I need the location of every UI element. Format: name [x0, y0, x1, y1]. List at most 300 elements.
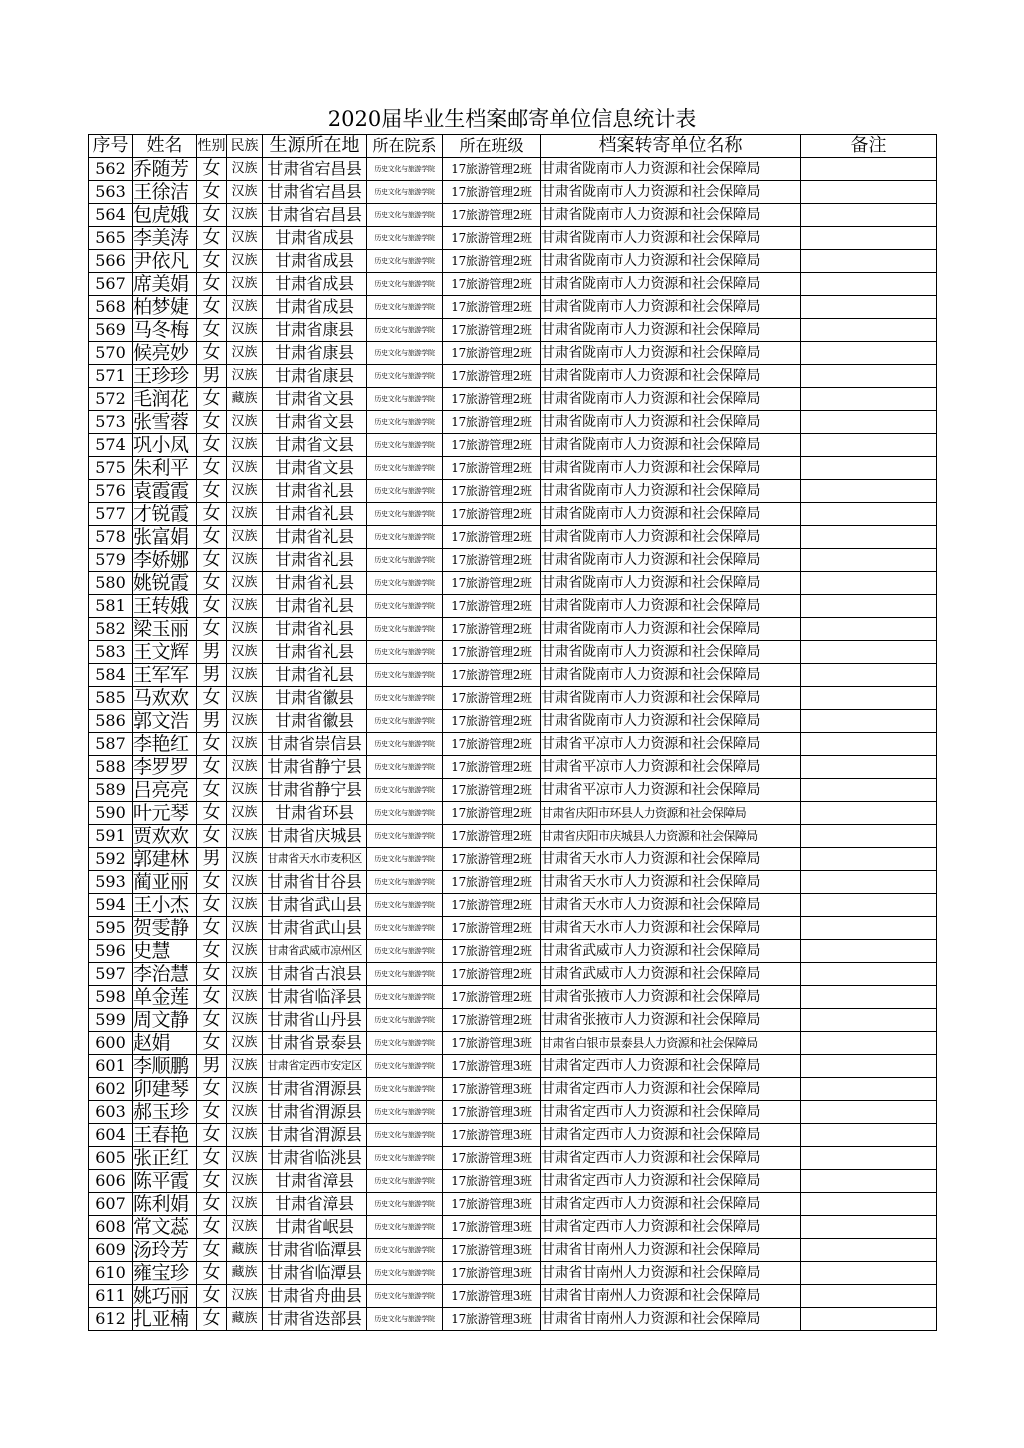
- cell-class: 17旅游管理3班: [443, 1262, 541, 1285]
- cell-name: 李治慧: [133, 963, 197, 986]
- cell-sex: 女: [197, 342, 227, 365]
- cell-class: 17旅游管理2班: [443, 434, 541, 457]
- cell-ethnicity: 汉族: [227, 1147, 263, 1170]
- cell-origin: 甘肃省文县: [263, 411, 367, 434]
- table-row: [89, 1032, 937, 1055]
- cell-note: [801, 664, 937, 687]
- cell-sex: 女: [197, 1285, 227, 1308]
- table-row: [89, 503, 937, 526]
- cell-unit: 甘肃省陇南市人力资源和社会保障局: [541, 434, 801, 457]
- cell-unit: 甘肃省定西市人力资源和社会保障局: [541, 1216, 801, 1239]
- table-row: [89, 779, 937, 802]
- cell-ethnicity: 汉族: [227, 1009, 263, 1032]
- cell-no: 593: [89, 871, 133, 894]
- cell-origin: 甘肃省崇信县: [263, 733, 367, 756]
- cell-ethnicity: 汉族: [227, 963, 263, 986]
- cell-note: [801, 825, 937, 848]
- cell-class: 17旅游管理3班: [443, 1147, 541, 1170]
- cell-class: 17旅游管理3班: [443, 1032, 541, 1055]
- table-row: [89, 618, 937, 641]
- table-row: [89, 940, 937, 963]
- cell-no: 584: [89, 664, 133, 687]
- cell-name: 席美娟: [133, 273, 197, 296]
- cell-note: [801, 756, 937, 779]
- cell-class: 17旅游管理2班: [443, 986, 541, 1009]
- cell-dept: 历史文化与旅游学院: [367, 1308, 443, 1331]
- cell-unit: 甘肃省陇南市人力资源和社会保障局: [541, 227, 801, 250]
- cell-sex: 女: [197, 1170, 227, 1193]
- cell-name: 叶元琴: [133, 802, 197, 825]
- table-row: [89, 204, 937, 227]
- cell-no: 608: [89, 1216, 133, 1239]
- cell-name: 李娇娜: [133, 549, 197, 572]
- cell-note: [801, 319, 937, 342]
- table-row: [89, 1101, 937, 1124]
- cell-unit: 甘肃省陇南市人力资源和社会保障局: [541, 319, 801, 342]
- table-row: [89, 1285, 937, 1308]
- cell-unit: 甘肃省天水市人力资源和社会保障局: [541, 848, 801, 871]
- cell-dept: 历史文化与旅游学院: [367, 1216, 443, 1239]
- cell-origin: 甘肃省古浪县: [263, 963, 367, 986]
- cell-sex: 女: [197, 618, 227, 641]
- cell-ethnicity: 汉族: [227, 250, 263, 273]
- cell-sex: 女: [197, 1216, 227, 1239]
- cell-ethnicity: 汉族: [227, 986, 263, 1009]
- cell-no: 568: [89, 296, 133, 319]
- cell-ethnicity: 汉族: [227, 917, 263, 940]
- cell-ethnicity: 汉族: [227, 227, 263, 250]
- cell-sex: 女: [197, 917, 227, 940]
- cell-no: 605: [89, 1147, 133, 1170]
- cell-dept: 历史文化与旅游学院: [367, 1147, 443, 1170]
- cell-origin: 甘肃省临潭县: [263, 1262, 367, 1285]
- cell-no: 569: [89, 319, 133, 342]
- cell-name: 张正红: [133, 1147, 197, 1170]
- cell-dept: 历史文化与旅游学院: [367, 595, 443, 618]
- cell-unit: 甘肃省陇南市人力资源和社会保障局: [541, 526, 801, 549]
- cell-no: 601: [89, 1055, 133, 1078]
- cell-class: 17旅游管理2班: [443, 342, 541, 365]
- cell-origin: 甘肃省成县: [263, 273, 367, 296]
- cell-origin: 甘肃省成县: [263, 227, 367, 250]
- cell-name: 王小杰: [133, 894, 197, 917]
- table-row: [89, 687, 937, 710]
- sheet-title: 2020届毕业生档案邮寄单位信息统计表: [327, 107, 697, 131]
- cell-name: 尹依凡: [133, 250, 197, 273]
- cell-name: 贺雯静: [133, 917, 197, 940]
- table-row: [89, 664, 937, 687]
- cell-class: 17旅游管理2班: [443, 802, 541, 825]
- table-row: [89, 756, 937, 779]
- cell-sex: 女: [197, 1147, 227, 1170]
- cell-origin: 甘肃省礼县: [263, 595, 367, 618]
- cell-dept: 历史文化与旅游学院: [367, 1262, 443, 1285]
- cell-no: 595: [89, 917, 133, 940]
- cell-ethnicity: 汉族: [227, 802, 263, 825]
- cell-class: 17旅游管理2班: [443, 756, 541, 779]
- cell-note: [801, 388, 937, 411]
- cell-origin: 甘肃省康县: [263, 342, 367, 365]
- cell-sex: 女: [197, 779, 227, 802]
- cell-ethnicity: 汉族: [227, 296, 263, 319]
- cell-dept: 历史文化与旅游学院: [367, 457, 443, 480]
- cell-sex: 男: [197, 664, 227, 687]
- cell-no: 597: [89, 963, 133, 986]
- cell-class: 17旅游管理3班: [443, 1216, 541, 1239]
- cell-no: 575: [89, 457, 133, 480]
- cell-sex: 女: [197, 733, 227, 756]
- cell-sex: 女: [197, 319, 227, 342]
- cell-dept: 历史文化与旅游学院: [367, 802, 443, 825]
- cell-dept: 历史文化与旅游学院: [367, 779, 443, 802]
- cell-class: 17旅游管理2班: [443, 687, 541, 710]
- cell-class: 17旅游管理3班: [443, 1308, 541, 1331]
- cell-dept: 历史文化与旅游学院: [367, 250, 443, 273]
- cell-no: 574: [89, 434, 133, 457]
- cell-dept: 历史文化与旅游学院: [367, 733, 443, 756]
- cell-origin: 甘肃省礼县: [263, 526, 367, 549]
- cell-unit: 甘肃省陇南市人力资源和社会保障局: [541, 572, 801, 595]
- cell-note: [801, 1262, 937, 1285]
- cell-note: [801, 894, 937, 917]
- cell-note: [801, 1193, 937, 1216]
- header-no: 序号: [89, 135, 133, 158]
- cell-ethnicity: 汉族: [227, 1285, 263, 1308]
- cell-note: [801, 503, 937, 526]
- cell-name: 李美涛: [133, 227, 197, 250]
- cell-name: 马欢欢: [133, 687, 197, 710]
- cell-ethnicity: 汉族: [227, 526, 263, 549]
- cell-unit: 甘肃省甘南州人力资源和社会保障局: [541, 1239, 801, 1262]
- cell-no: 585: [89, 687, 133, 710]
- cell-sex: 女: [197, 595, 227, 618]
- cell-class: 17旅游管理2班: [443, 917, 541, 940]
- cell-name: 候亮妙: [133, 342, 197, 365]
- cell-unit: 甘肃省张掖市人力资源和社会保障局: [541, 986, 801, 1009]
- cell-note: [801, 434, 937, 457]
- cell-class: 17旅游管理2班: [443, 572, 541, 595]
- archive-table: [88, 134, 937, 1331]
- cell-unit: 甘肃省陇南市人力资源和社会保障局: [541, 503, 801, 526]
- cell-origin: 甘肃省天水市麦积区: [263, 848, 367, 871]
- cell-name: 巩小凤: [133, 434, 197, 457]
- cell-no: 607: [89, 1193, 133, 1216]
- cell-name: 姚巧丽: [133, 1285, 197, 1308]
- cell-name: 贾欢欢: [133, 825, 197, 848]
- cell-ethnicity: 汉族: [227, 273, 263, 296]
- cell-origin: 甘肃省临潭县: [263, 1239, 367, 1262]
- table-row: [89, 388, 937, 411]
- cell-class: 17旅游管理3班: [443, 1193, 541, 1216]
- cell-dept: 历史文化与旅游学院: [367, 710, 443, 733]
- cell-class: 17旅游管理2班: [443, 319, 541, 342]
- cell-dept: 历史文化与旅游学院: [367, 756, 443, 779]
- cell-name: 包虎娥: [133, 204, 197, 227]
- table-row: [89, 917, 937, 940]
- cell-name: 袁霞霞: [133, 480, 197, 503]
- cell-unit: 甘肃省陇南市人力资源和社会保障局: [541, 687, 801, 710]
- cell-sex: 女: [197, 1124, 227, 1147]
- header-dept: 所在院系: [367, 135, 443, 158]
- cell-no: 576: [89, 480, 133, 503]
- header-class: 所在班级: [443, 135, 541, 158]
- cell-name: 常文蕊: [133, 1216, 197, 1239]
- cell-note: [801, 227, 937, 250]
- table-row: [89, 411, 937, 434]
- cell-unit: 甘肃省庆阳市庆城县人力资源和社会保障局: [541, 825, 801, 848]
- cell-ethnicity: 藏族: [227, 1308, 263, 1331]
- cell-no: 566: [89, 250, 133, 273]
- cell-origin: 甘肃省宕昌县: [263, 158, 367, 181]
- table-row: [89, 1239, 937, 1262]
- cell-note: [801, 710, 937, 733]
- cell-note: [801, 1124, 937, 1147]
- cell-sex: 男: [197, 710, 227, 733]
- cell-name: 李顺鹏: [133, 1055, 197, 1078]
- header-note: 备注: [801, 135, 937, 158]
- cell-sex: 男: [197, 365, 227, 388]
- cell-dept: 历史文化与旅游学院: [367, 1078, 443, 1101]
- cell-ethnicity: 汉族: [227, 687, 263, 710]
- cell-name: 陈平霞: [133, 1170, 197, 1193]
- table-row: [89, 1262, 937, 1285]
- cell-no: 596: [89, 940, 133, 963]
- cell-class: 17旅游管理2班: [443, 963, 541, 986]
- cell-class: 17旅游管理2班: [443, 618, 541, 641]
- cell-sex: 女: [197, 549, 227, 572]
- cell-no: 598: [89, 986, 133, 1009]
- cell-origin: 甘肃省岷县: [263, 1216, 367, 1239]
- cell-name: 郭建林: [133, 848, 197, 871]
- cell-sex: 女: [197, 227, 227, 250]
- cell-origin: 甘肃省文县: [263, 388, 367, 411]
- header-origin: 生源所在地: [263, 135, 367, 158]
- cell-ethnicity: 藏族: [227, 1262, 263, 1285]
- cell-unit: 甘肃省天水市人力资源和社会保障局: [541, 894, 801, 917]
- cell-unit: 甘肃省陇南市人力资源和社会保障局: [541, 158, 801, 181]
- cell-class: 17旅游管理2班: [443, 733, 541, 756]
- cell-note: [801, 595, 937, 618]
- cell-name: 王文辉: [133, 641, 197, 664]
- cell-no: 606: [89, 1170, 133, 1193]
- header-sex: 性别: [197, 135, 227, 158]
- cell-note: [801, 1216, 937, 1239]
- table-row: [89, 848, 937, 871]
- cell-sex: 女: [197, 802, 227, 825]
- cell-ethnicity: 汉族: [227, 940, 263, 963]
- cell-name: 蔺亚丽: [133, 871, 197, 894]
- cell-no: 609: [89, 1239, 133, 1262]
- cell-note: [801, 940, 937, 963]
- cell-unit: 甘肃省陇南市人力资源和社会保障局: [541, 480, 801, 503]
- cell-note: [801, 572, 937, 595]
- cell-sex: 女: [197, 411, 227, 434]
- table-row: [89, 319, 937, 342]
- table-row: [89, 1216, 937, 1239]
- cell-origin: 甘肃省武山县: [263, 894, 367, 917]
- cell-origin: 甘肃省文县: [263, 457, 367, 480]
- cell-name: 李艳红: [133, 733, 197, 756]
- cell-class: 17旅游管理2班: [443, 227, 541, 250]
- cell-sex: 女: [197, 963, 227, 986]
- cell-ethnicity: 汉族: [227, 572, 263, 595]
- cell-sex: 女: [197, 250, 227, 273]
- cell-unit: 甘肃省陇南市人力资源和社会保障局: [541, 549, 801, 572]
- cell-sex: 女: [197, 388, 227, 411]
- cell-dept: 历史文化与旅游学院: [367, 549, 443, 572]
- cell-class: 17旅游管理3班: [443, 1055, 541, 1078]
- cell-ethnicity: 汉族: [227, 1193, 263, 1216]
- cell-unit: 甘肃省陇南市人力资源和社会保障局: [541, 595, 801, 618]
- table-row: [89, 250, 937, 273]
- cell-class: 17旅游管理2班: [443, 204, 541, 227]
- table-row: [89, 802, 937, 825]
- cell-ethnicity: 汉族: [227, 1032, 263, 1055]
- cell-unit: 甘肃省陇南市人力资源和社会保障局: [541, 204, 801, 227]
- cell-name: 郭文浩: [133, 710, 197, 733]
- cell-unit: 甘肃省定西市人力资源和社会保障局: [541, 1124, 801, 1147]
- header-row: [89, 135, 937, 158]
- cell-dept: 历史文化与旅游学院: [367, 411, 443, 434]
- cell-origin: 甘肃省临洮县: [263, 1147, 367, 1170]
- cell-class: 17旅游管理2班: [443, 664, 541, 687]
- cell-name: 王军军: [133, 664, 197, 687]
- cell-unit: 甘肃省武威市人力资源和社会保障局: [541, 940, 801, 963]
- cell-origin: 甘肃省山丹县: [263, 1009, 367, 1032]
- cell-no: 587: [89, 733, 133, 756]
- cell-ethnicity: 汉族: [227, 204, 263, 227]
- cell-sex: 女: [197, 1101, 227, 1124]
- header-unit: 档案转寄单位名称: [541, 135, 801, 158]
- cell-sex: 女: [197, 986, 227, 1009]
- cell-name: 王徐洁: [133, 181, 197, 204]
- cell-origin: 甘肃省临泽县: [263, 986, 367, 1009]
- cell-note: [801, 618, 937, 641]
- cell-class: 17旅游管理2班: [443, 388, 541, 411]
- cell-ethnicity: 汉族: [227, 1101, 263, 1124]
- cell-unit: 甘肃省天水市人力资源和社会保障局: [541, 917, 801, 940]
- cell-no: 571: [89, 365, 133, 388]
- cell-no: 594: [89, 894, 133, 917]
- cell-ethnicity: 汉族: [227, 1078, 263, 1101]
- cell-dept: 历史文化与旅游学院: [367, 572, 443, 595]
- cell-ethnicity: 汉族: [227, 549, 263, 572]
- cell-sex: 女: [197, 1032, 227, 1055]
- cell-sex: 女: [197, 871, 227, 894]
- cell-dept: 历史文化与旅游学院: [367, 825, 443, 848]
- cell-sex: 女: [197, 1078, 227, 1101]
- table-row: [89, 1124, 937, 1147]
- cell-name: 郝玉珍: [133, 1101, 197, 1124]
- cell-note: [801, 158, 937, 181]
- table-row: [89, 227, 937, 250]
- cell-sex: 女: [197, 1262, 227, 1285]
- cell-no: 567: [89, 273, 133, 296]
- cell-class: 17旅游管理2班: [443, 296, 541, 319]
- cell-dept: 历史文化与旅游学院: [367, 641, 443, 664]
- cell-dept: 历史文化与旅游学院: [367, 1101, 443, 1124]
- cell-dept: 历史文化与旅游学院: [367, 273, 443, 296]
- cell-ethnicity: 汉族: [227, 181, 263, 204]
- cell-unit: 甘肃省陇南市人力资源和社会保障局: [541, 296, 801, 319]
- cell-ethnicity: 汉族: [227, 503, 263, 526]
- cell-ethnicity: 汉族: [227, 411, 263, 434]
- cell-note: [801, 1078, 937, 1101]
- cell-note: [801, 1032, 937, 1055]
- cell-ethnicity: 汉族: [227, 434, 263, 457]
- cell-dept: 历史文化与旅游学院: [367, 181, 443, 204]
- cell-no: 573: [89, 411, 133, 434]
- cell-no: 591: [89, 825, 133, 848]
- table-row: [89, 733, 937, 756]
- cell-origin: 甘肃省环县: [263, 802, 367, 825]
- cell-sex: 男: [197, 1055, 227, 1078]
- cell-note: [801, 250, 937, 273]
- cell-sex: 女: [197, 1308, 227, 1331]
- cell-ethnicity: 汉族: [227, 779, 263, 802]
- table-row: [89, 158, 937, 181]
- cell-origin: 甘肃省渭源县: [263, 1078, 367, 1101]
- cell-dept: 历史文化与旅游学院: [367, 227, 443, 250]
- cell-unit: 甘肃省甘南州人力资源和社会保障局: [541, 1308, 801, 1331]
- cell-sex: 女: [197, 273, 227, 296]
- cell-no: 563: [89, 181, 133, 204]
- cell-sex: 女: [197, 434, 227, 457]
- cell-origin: 甘肃省康县: [263, 319, 367, 342]
- table-row: [89, 595, 937, 618]
- cell-note: [801, 1285, 937, 1308]
- cell-no: 602: [89, 1078, 133, 1101]
- cell-no: 581: [89, 595, 133, 618]
- cell-unit: 甘肃省定西市人力资源和社会保障局: [541, 1147, 801, 1170]
- cell-origin: 甘肃省庆城县: [263, 825, 367, 848]
- cell-name: 汤玲芳: [133, 1239, 197, 1262]
- cell-note: [801, 480, 937, 503]
- cell-origin: 甘肃省静宁县: [263, 756, 367, 779]
- cell-origin: 甘肃省礼县: [263, 572, 367, 595]
- cell-name: 王珍珍: [133, 365, 197, 388]
- cell-no: 600: [89, 1032, 133, 1055]
- cell-sex: 女: [197, 204, 227, 227]
- cell-class: 17旅游管理3班: [443, 1078, 541, 1101]
- cell-sex: 女: [197, 1239, 227, 1262]
- cell-name: 张富娟: [133, 526, 197, 549]
- cell-dept: 历史文化与旅游学院: [367, 204, 443, 227]
- cell-unit: 甘肃省陇南市人力资源和社会保障局: [541, 181, 801, 204]
- cell-class: 17旅游管理2班: [443, 503, 541, 526]
- cell-note: [801, 342, 937, 365]
- cell-origin: 甘肃省康县: [263, 365, 367, 388]
- cell-unit: 甘肃省平凉市人力资源和社会保障局: [541, 756, 801, 779]
- cell-origin: 甘肃省礼县: [263, 549, 367, 572]
- cell-note: [801, 733, 937, 756]
- table-row: [89, 434, 937, 457]
- table-row: [89, 457, 937, 480]
- cell-dept: 历史文化与旅游学院: [367, 1124, 443, 1147]
- cell-unit: 甘肃省天水市人力资源和社会保障局: [541, 871, 801, 894]
- cell-class: 17旅游管理2班: [443, 1009, 541, 1032]
- cell-class: 17旅游管理2班: [443, 526, 541, 549]
- cell-no: 578: [89, 526, 133, 549]
- cell-dept: 历史文化与旅游学院: [367, 871, 443, 894]
- cell-name: 王转娥: [133, 595, 197, 618]
- cell-class: 17旅游管理2班: [443, 480, 541, 503]
- cell-unit: 甘肃省陇南市人力资源和社会保障局: [541, 710, 801, 733]
- cell-origin: 甘肃省礼县: [263, 480, 367, 503]
- header-name: 姓名: [133, 135, 197, 158]
- cell-sex: 女: [197, 1193, 227, 1216]
- cell-class: 17旅游管理3班: [443, 1239, 541, 1262]
